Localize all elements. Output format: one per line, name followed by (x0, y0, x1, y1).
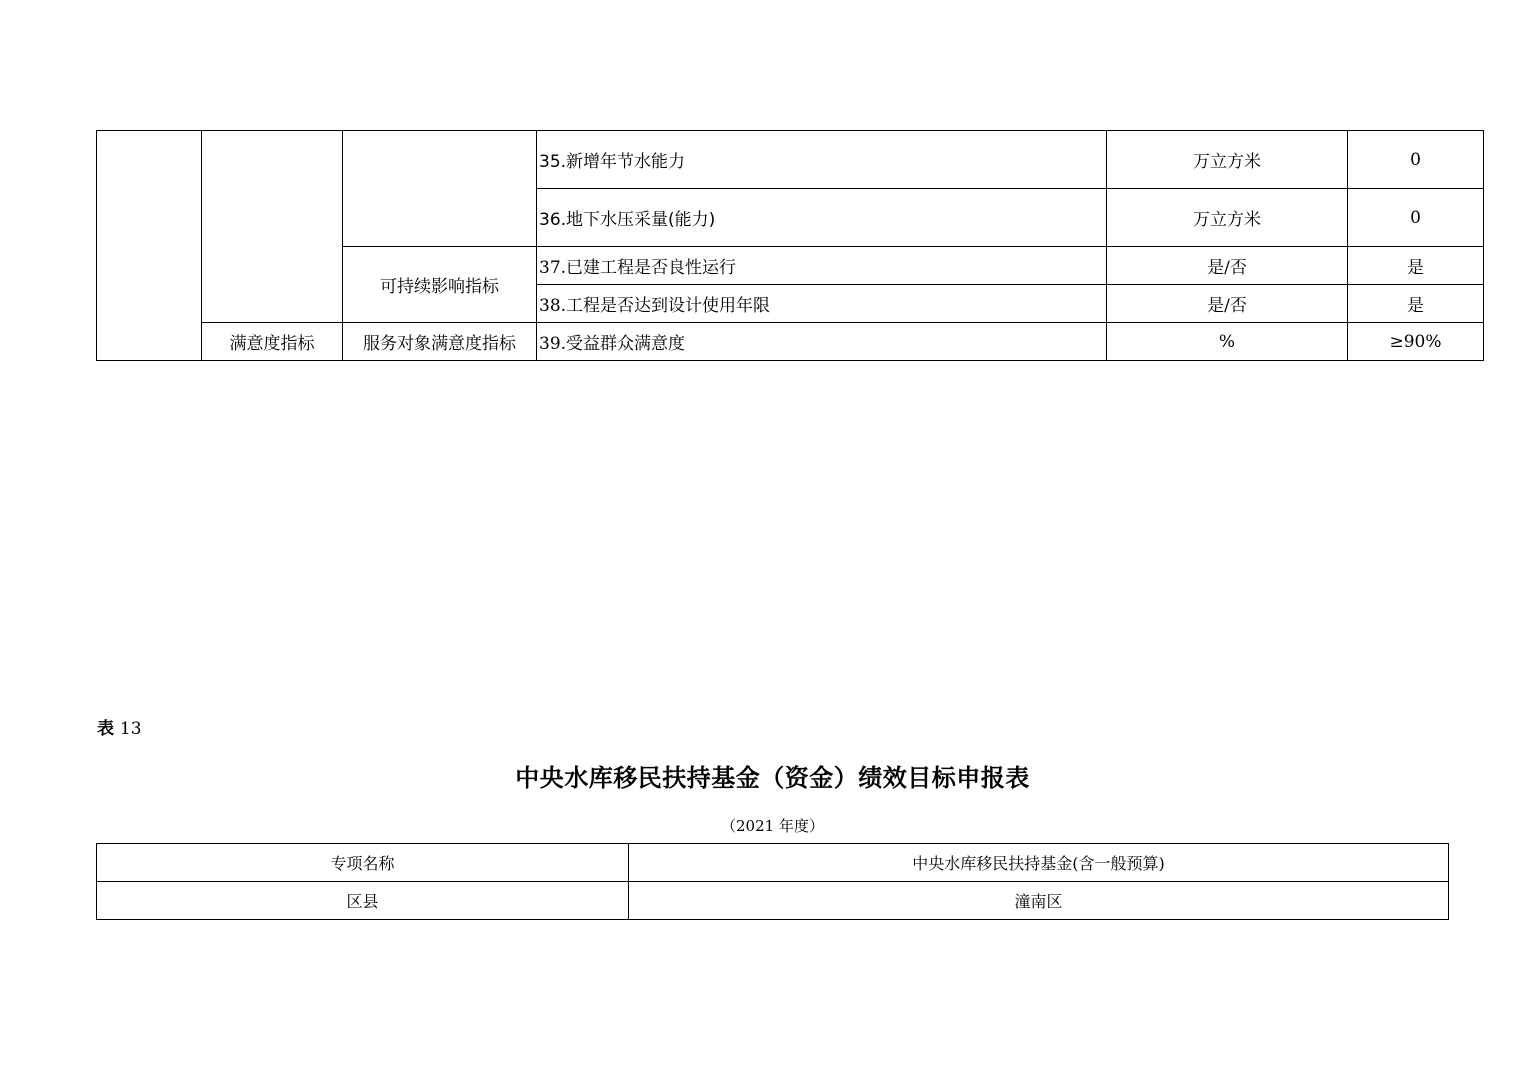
indicator-cell: 37.已建工程是否良性运行 (537, 247, 1107, 285)
level2-cell: 满意度指标 (202, 323, 343, 361)
indicator-cell: 36.地下水压采量(能力) (537, 189, 1107, 247)
table-row (97, 882, 1449, 920)
table-row (97, 323, 1484, 361)
table-label-number: 13 (119, 719, 142, 739)
level3-cell: 服务对象满意度指标 (343, 323, 537, 361)
unit-cell: % (1107, 323, 1348, 361)
table-row (97, 131, 1484, 189)
level2-cell (202, 131, 343, 323)
info-value-cell: 中央水库移民扶持基金(含一般预算) (629, 844, 1449, 882)
level1-cell (97, 131, 202, 361)
unit-cell: 万立方米 (1107, 131, 1348, 189)
value-cell: 0 (1348, 189, 1484, 247)
value-cell: 是 (1348, 247, 1484, 285)
table-label-prefix: 表 (97, 719, 114, 739)
project-info-table (96, 843, 1449, 920)
info-label-cell: 区县 (97, 882, 629, 920)
year-subtitle: （2021 年度） (721, 817, 824, 835)
indicator-cell: 35.新增年节水能力 (537, 131, 1107, 189)
indicator-cell: 39.受益群众满意度 (537, 323, 1107, 361)
performance-indicator-table (96, 130, 1484, 361)
indicator-cell: 38.工程是否达到设计使用年限 (537, 285, 1107, 323)
unit-cell: 是/否 (1107, 247, 1348, 285)
value-cell: 是 (1348, 285, 1484, 323)
unit-cell: 万立方米 (1107, 189, 1348, 247)
unit-cell: 是/否 (1107, 285, 1348, 323)
level3-cell: 可持续影响指标 (343, 247, 537, 323)
level3-cell (343, 131, 537, 247)
info-label-cell: 专项名称 (97, 844, 629, 882)
value-cell: 0 (1348, 131, 1484, 189)
page-title: 中央水库移民扶持基金（资金）绩效目标申报表 (515, 764, 1030, 792)
value-cell: ≥90% (1348, 323, 1484, 361)
table-label (97, 714, 142, 739)
table-row (97, 844, 1449, 882)
info-value-cell: 潼南区 (629, 882, 1449, 920)
